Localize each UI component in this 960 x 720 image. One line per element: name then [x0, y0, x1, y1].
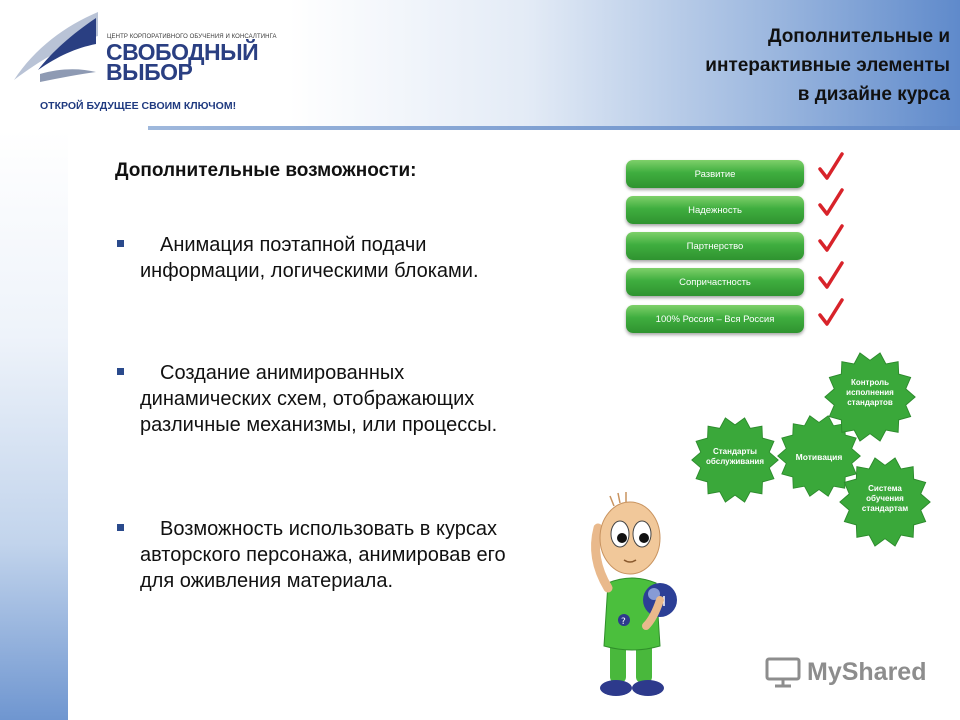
header-divider: [148, 126, 960, 130]
bullet-line: информации, логическими блоками.: [140, 260, 479, 282]
value-pill-development: Развитие: [626, 160, 804, 188]
bullet-text: [140, 516, 580, 594]
checkmark-icon: [818, 261, 844, 291]
svg-text:?: ?: [621, 617, 626, 627]
bullet-line: динамических схем, отображающих: [140, 388, 475, 410]
bullet-line: авторского персонажа, анимировав его: [140, 544, 506, 566]
value-pill-russia: 100% Россия – Вся Россия: [626, 305, 804, 333]
gear-standards-label: Стандарты обслуживания: [706, 447, 764, 466]
bullet-square-icon: [117, 524, 124, 531]
watermark-text: MyShared: [807, 657, 927, 686]
left-decorative-strip: [0, 130, 68, 720]
section-heading: Дополнительные возможности:: [115, 160, 417, 181]
gear-motivation-label: Мотивация: [795, 452, 843, 462]
brand-name: СВОБОДНЫЙ ВЫБОР: [106, 39, 259, 85]
value-pill-reliability: Надежность: [626, 196, 804, 224]
gear-system-label: Система обучения стандартам: [861, 484, 909, 513]
bullet-text: [140, 360, 580, 438]
slide-title: Дополнительные и интерактивные элементы в дизайне курса: [705, 26, 950, 105]
checkmark-icon: [818, 224, 844, 254]
gear-control-label: Контроль исполнения стандартов: [846, 378, 894, 407]
myshared-watermark: [765, 656, 926, 688]
brand-slogan: ОТКРОЙ БУДУЩЕЕ СВОИМ КЛЮЧОМ!: [40, 100, 237, 112]
swoosh-logo-icon: [10, 8, 100, 88]
bullet-line: Возможность использовать в курсах: [160, 518, 497, 540]
brand-logo: [10, 8, 277, 112]
value-pill-involvement: Сопричастность: [626, 268, 804, 296]
mascot-character-icon: [580, 488, 690, 703]
bullet-line: различные механизмы, или процессы.: [140, 414, 498, 436]
bullet-square-icon: [117, 368, 124, 375]
presentation-board-icon: [765, 656, 801, 688]
brand-subtitle: ЦЕНТР КОРПОРАТИВНОГО ОБУЧЕНИЯ И КОНСАЛТИНГА: [107, 34, 277, 40]
checkmark-icon: [818, 188, 844, 218]
checkmark-icon: [818, 298, 844, 328]
checkmark-icon: [818, 152, 844, 182]
bullet-line: для оживления материала.: [140, 570, 393, 592]
bullet-line: Создание анимированных: [160, 362, 405, 384]
bullet-square-icon: [117, 240, 124, 247]
value-pill-partnership: Партнерство: [626, 232, 804, 260]
bullet-line: Анимация поэтапной подачи: [160, 234, 427, 256]
bullet-text: [140, 232, 580, 284]
